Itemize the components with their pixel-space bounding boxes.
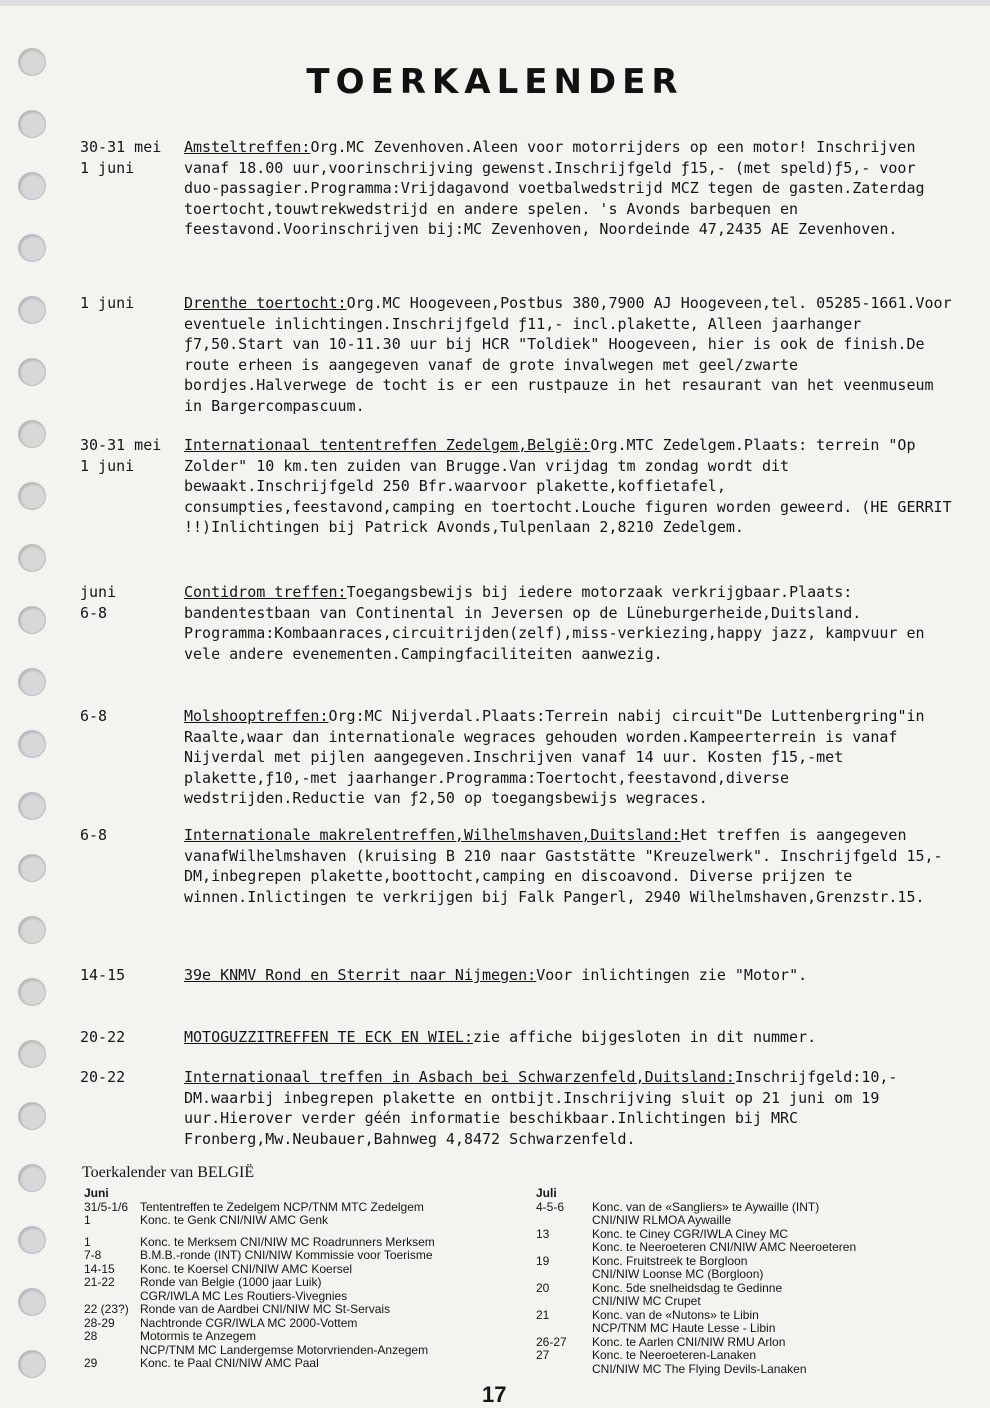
item-text: Nachtronde CGR/IWLA MC 2000-Vottem: [140, 1315, 358, 1330]
entry-date: 14-15: [80, 966, 126, 984]
punch-hole: [18, 482, 46, 510]
list-item: [536, 1201, 956, 1215]
item-text: Motormis te Anzegem: [140, 1329, 257, 1343]
list-item: [536, 1282, 956, 1296]
item-date: [536, 1268, 592, 1282]
item-date: 29: [84, 1356, 98, 1370]
item-date: 20: [536, 1280, 550, 1295]
item-date: 27: [536, 1348, 550, 1362]
entry-text: Org.MC Zevenhoven.Aleen voor motorrijders op een motor! Inschrijven vanaf 18.00 uur,voorinschrijving gewenst.Inschrijfgeld ƒ15,- (met speld)ƒ5,- voor duo-passagier.Programma:Vrijdagavond voetbalwedstrijd MCZ tegen de gasten.Zaterdag toertocht,touwtrekwedstrijd en andere spelen. 's Avonds barbequen en feestavond.Voorinschrijven bij:MC Zevenhoven, Noordeinde 47,2435 AE Zevenhoven.: [184, 138, 925, 238]
item-text: CNI/NIW RLMOA Aywaille: [592, 1213, 732, 1227]
item-date: 21: [536, 1307, 550, 1322]
item-text: B.M.B.-ronde (INT) CNI/NIW Kommissie voor Toerisme: [140, 1248, 433, 1262]
item-text: NCP/TNM MC Haute Lesse - Libin: [592, 1321, 776, 1335]
punch-hole: [18, 1288, 46, 1316]
item-date: 28: [84, 1329, 98, 1343]
punch-hole: [18, 544, 46, 572]
list-item: [536, 1268, 956, 1282]
punch-hole: [18, 296, 46, 324]
entry-date: juni 6-8: [80, 583, 117, 622]
entry-heading: Drenthe toertocht:: [184, 294, 347, 312]
item-text: CNI/NIW Loonse MC (Borgloon): [592, 1267, 764, 1281]
punch-hole: [18, 420, 46, 448]
item-text: Konc. te Genk CNI/NIW AMC Genk: [140, 1213, 329, 1227]
punch-hole: [18, 668, 46, 696]
belgie-column-juni: [84, 1187, 524, 1371]
item-date: [84, 1290, 140, 1304]
punch-hole: [18, 978, 46, 1006]
punch-hole: [18, 606, 46, 634]
item-text: Konc. te Neeroeteren CNI/NIW AMC Neeroeteren: [592, 1240, 857, 1254]
list-item: [536, 1322, 956, 1336]
item-date: 19: [536, 1253, 550, 1268]
item-text: Konc. van de «Sangliers» te Aywaille (INT): [592, 1199, 820, 1214]
item-text: Konc. te Koersel CNI/NIW AMC Koersel: [140, 1261, 353, 1276]
list-item: [536, 1295, 956, 1309]
item-date: 1: [84, 1234, 91, 1249]
item-text: CGR/IWLA MC Les Routiers-Vivegnies: [140, 1288, 348, 1303]
list-item: [84, 1276, 524, 1290]
month-label: Juli: [536, 1186, 557, 1200]
item-text: Konc. te Neeroeteren-Lanaken: [592, 1348, 757, 1362]
top-edge: [0, 0, 990, 6]
list-item: [84, 1303, 524, 1317]
item-text: NCP/TNM MC Landergemse Motorvrienden-Anzegem: [140, 1342, 429, 1357]
item-date: 28-29: [84, 1315, 115, 1330]
punch-hole: [18, 916, 46, 944]
item-date: 21-22: [84, 1275, 115, 1289]
entry-text: Org:MC Nijverdal.Plaats:Terrein nabij circuit"De Luttenbergring"in Raalte,waar dan internationale wegraces gehouden worden.Kampeerterrein is vanaf Nijverdal met pijlen aangegeven.Inschrijven vanaf 14 uur. Kosten ƒ15,-met plakette,ƒ10,-met jaarhanger.Programma:Toertocht,feestavond,diverse wedstrijden.Reductie van ƒ2,50 op toegangsbewijs wegraces.: [184, 707, 925, 807]
list-item: [536, 1241, 956, 1255]
entry-date: 20-22: [80, 1068, 126, 1086]
punch-hole: [18, 792, 46, 820]
punch-hole: [18, 110, 46, 138]
item-date: [84, 1344, 140, 1358]
list-item: [84, 1330, 524, 1344]
entry-heading: MOTOGUZZITREFFEN TE ECK EN WIEL:: [184, 1028, 473, 1046]
list-item: [536, 1309, 956, 1323]
entry-text: Org.MTC Zedelgem.Plaats: terrein "Op Zolder" 10 km.ten zuiden van Brugge.Van vrijdag tm zondag wordt dit bewaakt.Inschrijfgeld 250 Bfr.waarvoor plakette,koffietafel, consumpties,feestavond,camping en toertocht.Louche figuren worden geweerd. (HE GERRIT !!)Inlichtingen bij Patrick Avonds,Tulpenlaan 2,8210 Zedelgem.: [184, 436, 952, 536]
list-item: [536, 1336, 956, 1350]
belgie-column-juli: [536, 1187, 956, 1376]
list-item: [84, 1344, 524, 1358]
punch-hole: [18, 1164, 46, 1192]
item-date: 31/5-1/6: [84, 1199, 129, 1214]
belgie-title: Toerkalender van BELGIË: [82, 1164, 255, 1181]
item-text: Konc. van de «Nutons» te Libin: [592, 1307, 759, 1322]
item-date: [536, 1322, 592, 1336]
month-label: Juni: [84, 1186, 109, 1200]
item-text: CNI/NIW MC Crupet: [592, 1294, 701, 1308]
entry-body: [184, 1067, 960, 1149]
entry-date: 6-8: [80, 826, 108, 844]
entry-heading: Molshooptreffen:: [184, 707, 329, 725]
entry-body: [184, 137, 960, 240]
item-date: 4-5-6: [536, 1199, 565, 1214]
punch-hole: [18, 730, 46, 758]
list-item: [536, 1349, 956, 1363]
punch-hole: [18, 172, 46, 200]
entry-heading: 39e KNMV Rond en Sterrit naar Nijmegen:: [184, 966, 537, 984]
entry-date: 30-31 mei 1 juni: [80, 138, 162, 177]
item-date: 13: [536, 1226, 550, 1241]
punch-hole: [18, 358, 46, 386]
punch-hole: [18, 1350, 46, 1378]
entry-text: Toegangsbewijs bij iedere motorzaak verkrijgbaar.Plaats: bandentestbaan van Continental in Jeversen op de Lüneburgerheide,Duitsland. Programma:Kombaanraces,circuitrijden(zelf),miss-verkiezing,happy jazz, kampvuur en vele andere evenementen.Campingfaciliteiten aanwezig.: [184, 583, 925, 663]
item-date: 7-8: [84, 1248, 102, 1262]
list-item: [84, 1263, 524, 1277]
item-date: [536, 1214, 592, 1228]
item-text: Konc. te Aarlen CNI/NIW RMU Arlon: [592, 1334, 786, 1349]
entry-heading: Internationaal tententreffen Zedelgem,België:: [184, 436, 591, 454]
item-text: Tententreffen te Zedelgem NCP/TNM MTC Zedelgem: [140, 1199, 424, 1214]
list-item: [84, 1201, 524, 1215]
entry-body: [184, 435, 960, 538]
item-text: Konc. 5de snelheidsdag te Gedinne: [592, 1280, 783, 1295]
entry-text: Voor inlichtingen zie "Motor".: [536, 966, 808, 984]
page-number: 17: [482, 1382, 507, 1407]
punch-hole: [18, 1226, 46, 1254]
entry-text: Inschrijfgeld:10,-DM.waarbij inbegrepen plakette en ontbijt.Inschrijving sluit op 21 juni om 19 uur.Hierover verder géén informatie beschikbaar.Inlichtingen bij MRC Fronberg,Mw.Neubauer,Bahnweg 4,8472 Schwarzenfeld.: [184, 1068, 898, 1148]
entry-date: 30-31 mei 1 juni: [80, 436, 162, 475]
list-item: [536, 1228, 956, 1242]
list-item: [84, 1214, 524, 1228]
item-date: [536, 1363, 592, 1377]
list-item: [84, 1236, 524, 1250]
item-text: Konc. te Paal CNI/NIW AMC Paal: [140, 1356, 319, 1370]
item-date: [536, 1295, 592, 1309]
list-item: [536, 1363, 956, 1377]
item-date: 26-27: [536, 1334, 567, 1349]
entry-heading: Internationale makrelentreffen,Wilhelmshaven,Duitsland:: [184, 826, 681, 844]
page-title: TOERKALENDER: [306, 62, 684, 102]
item-date: 1: [84, 1213, 91, 1227]
entry-heading: Contidrom treffen:: [184, 583, 347, 601]
punch-hole: [18, 854, 46, 882]
item-text: Konc. Fruitstreek te Borgloon: [592, 1253, 748, 1268]
entry-heading: Internationaal treffen in Asbach bei Schwarzenfeld,Duitsland:: [184, 1068, 735, 1086]
entry-body: [184, 965, 960, 986]
punch-hole: [18, 1102, 46, 1130]
entry-date: 1 juni: [80, 294, 135, 312]
list-item: [84, 1317, 524, 1331]
item-text: Konc. te Merksem CNI/NIW MC Roadrunners Merksem: [140, 1234, 435, 1249]
entry-date: 20-22: [80, 1028, 126, 1046]
entry-body: [184, 1027, 960, 1048]
list-item: [536, 1214, 956, 1228]
item-text: Ronde van de Aardbei CNI/NIW MC St-Servais: [140, 1302, 391, 1316]
item-text: Ronde van Belgie (1000 jaar Luik): [140, 1275, 322, 1289]
list-item: [84, 1249, 524, 1263]
item-text: CNI/NIW MC The Flying Devils-Lanaken: [592, 1361, 807, 1376]
list-item: [84, 1290, 524, 1304]
list-item: [536, 1255, 956, 1269]
punch-hole: [18, 1040, 46, 1068]
item-date: 22 (23?): [84, 1302, 129, 1316]
entry-text: Org.MC Hoogeveen,Postbus 380,7900 AJ Hoogeveen,tel. 05285-1661.Voor eventuele inlichtingen.Inschrijfgeld ƒ11,- incl.plakette, Alleen jaarhanger ƒ7,50.Start van 10-11.30 uur bij HCR "Toldiek" Hoogeveen, hier is ook de finish.De route erheen is aangegeven vanaf de grote invalwegen met geel/zwarte bordjes.Halverwege de tocht is er een rustpauze in het resaurant van het veenmuseum in Bargercompascuum.: [184, 294, 952, 415]
entry-text: Het treffen is aangegeven vanafWilhelmshaven (kruising B 210 naar Gaststätte "Kreuzelwerk". Inschrijfgeld 15,-DM,inbegrepen plakette,boottocht,camping en discoavond. Diverse prijzen te winnen.Inlictingen te verkrijgen bij Falk Pangerl, 2940 Wilhelmshaven,Grenzstr.15.: [184, 826, 943, 906]
item-text: Konc. te Ciney CGR/IWLA Ciney MC: [592, 1226, 789, 1241]
entry-date: 6-8: [80, 707, 108, 725]
list-item: [84, 1357, 524, 1371]
item-date: 14-15: [84, 1261, 115, 1276]
entry-text: zie affiche bijgesloten in dit nummer.: [472, 1028, 817, 1046]
entry-body: [184, 825, 960, 907]
entry-body: [184, 706, 960, 809]
entry-heading: Amsteltreffen:: [184, 138, 311, 156]
entry-body: [184, 293, 960, 416]
punch-hole: [18, 234, 46, 262]
entry-body: [184, 582, 960, 664]
item-date: [536, 1241, 592, 1255]
